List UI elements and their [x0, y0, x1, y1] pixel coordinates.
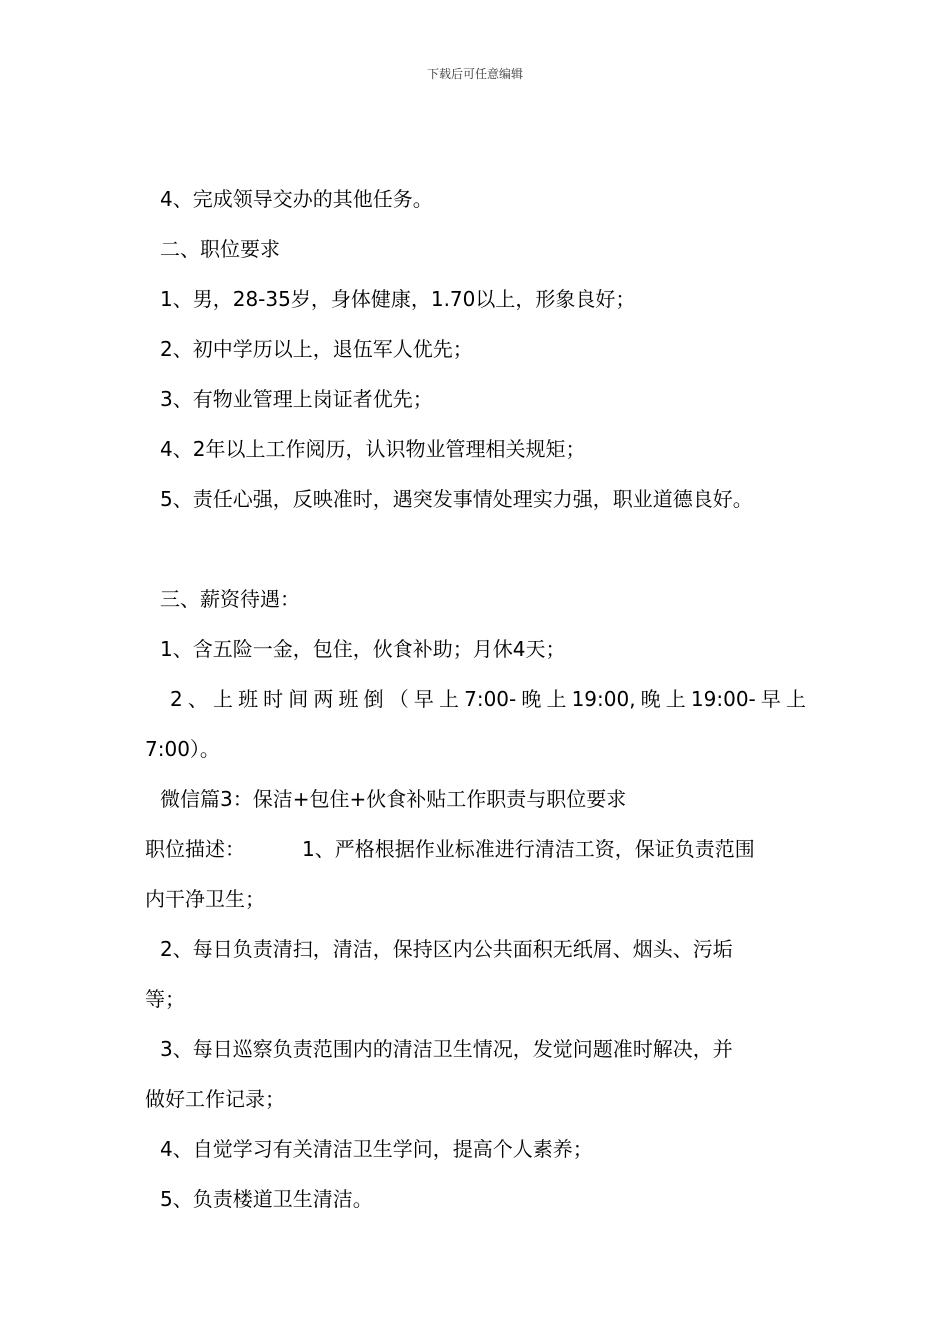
description-item-2-continued: 等；: [145, 987, 185, 1011]
duty-item-4: 4、完成领导交办的其他任务。: [160, 187, 433, 211]
requirement-item-1: 1、男，28-35岁，身体健康，1.70以上，形象良好；: [160, 287, 636, 311]
salary-item-1: 1、含五险一金，包住，伙食补助；月休4天；: [160, 637, 566, 661]
description-item-4: 4、自觉学习有关清洁卫生学问，提高个人素养；: [160, 1137, 593, 1161]
page-header: 下载后可任意编辑: [426, 67, 523, 81]
description-item-1: 1、严格根据作业标准进行清洁工资，保证负责范围: [302, 837, 755, 861]
description-item-3-continued: 做好工作记录；: [145, 1087, 285, 1111]
description-item-2: 2、每日负责清扫，清洁，保持区内公共面积无纸屑、烟头、污垢: [160, 937, 733, 961]
description-item-3: 3、每日巡察负责范围内的清洁卫生情况，发觉问题准时解决，并: [160, 1037, 733, 1061]
job-description-label: 职位描述：: [145, 837, 245, 861]
description-item-1-continued: 内干净卫生；: [145, 887, 265, 911]
article-title: 微信篇3：保洁+包住+伙食补贴工作职责与职位要求: [160, 787, 627, 811]
salary-item-2: 2、上班时间两班倒（早上7:00-晚上19:00,晚上19:00-早上: [170, 687, 806, 711]
section-heading-requirements: 二、职位要求: [160, 237, 280, 261]
requirement-item-4: 4、2年以上工作阅历，认识物业管理相关规矩；: [160, 437, 586, 461]
description-item-5: 5、负责楼道卫生清洁。: [160, 1187, 373, 1211]
requirement-item-5: 5、责任心强，反映准时，遇突发事情处理实力强，职业道德良好。: [160, 487, 753, 511]
salary-item-2-continued: 7:00）。: [145, 737, 220, 761]
section-heading-salary: 三、薪资待遇：: [160, 587, 300, 611]
requirement-item-2: 2、初中学历以上，退伍军人优先；: [160, 337, 473, 361]
requirement-item-3: 3、有物业管理上岗证者优先；: [160, 387, 433, 411]
